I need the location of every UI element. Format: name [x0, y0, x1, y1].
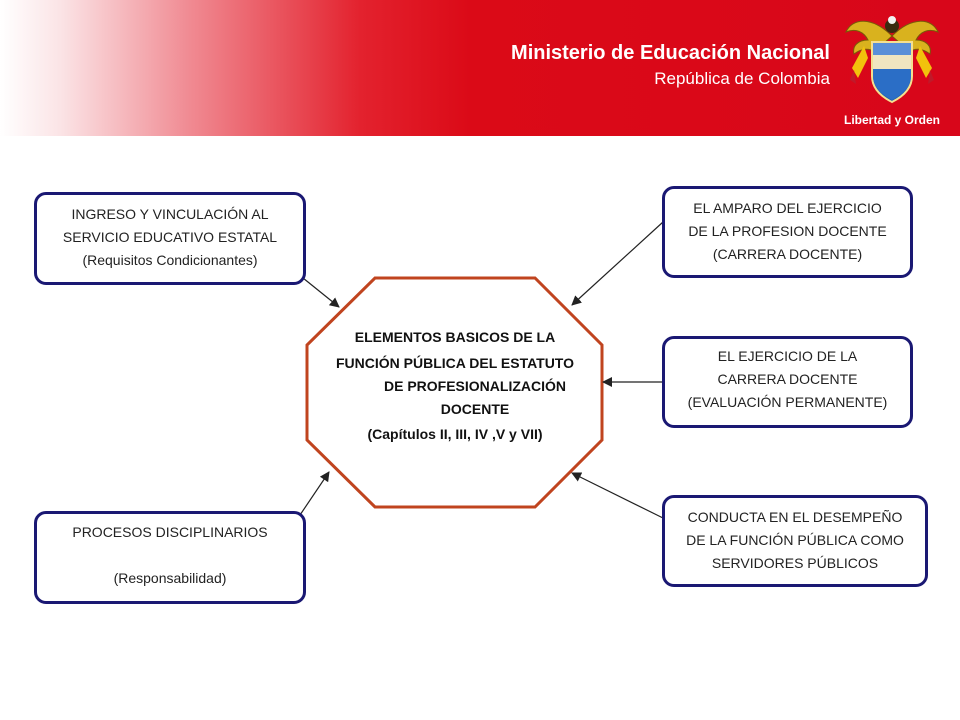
amparo-line-1: EL AMPARO DEL EJERCICIO — [693, 200, 882, 216]
arrow-ingreso — [303, 278, 339, 307]
center-line-2: FUNCIÓN PÚBLICA DEL ESTATUTO — [336, 355, 574, 371]
ejercicio-line-3: (EVALUACIÓN PERMANENTE) — [687, 394, 888, 410]
ingreso-line-2: SERVICIO EDUCATIVO ESTATAL — [62, 229, 278, 245]
center-line-5: (Capítulos II, III, IV ,V y VII) — [367, 426, 543, 442]
procesos-line-3: (Responsabilidad) — [113, 570, 227, 586]
ingreso-line-1: INGRESO Y VINCULACIÓN AL — [71, 206, 269, 222]
center-line-3: DE PROFESIONALIZACIÓN — [383, 378, 566, 394]
ejercicio-line-1: EL EJERCICIO DE LA — [717, 348, 858, 364]
conducta-line-3: SERVIDORES PÚBLICOS — [711, 555, 879, 571]
box-ejercicio — [662, 336, 913, 428]
arrow-conducta — [572, 473, 663, 518]
central-concept-text — [300, 326, 610, 446]
box-ingreso — [34, 192, 306, 285]
amparo-line-2: DE LA PROFESION DOCENTE — [688, 223, 887, 239]
crest-motto: Libertad y Orden — [843, 113, 941, 127]
box-procesos — [34, 511, 306, 604]
conducta-line-1: CONDUCTA EN EL DESEMPEÑO — [687, 509, 903, 525]
conducta-line-2: DE LA FUNCIÓN PÚBLICA COMO — [686, 532, 904, 548]
ministry-title: Ministerio de Educación Nacional — [511, 42, 830, 64]
center-line-1: ELEMENTOS BASICOS DE LA — [354, 329, 556, 345]
procesos-line-1: PROCESOS DISCIPLINARIOS — [72, 524, 268, 540]
box-amparo — [662, 186, 913, 278]
box-conducta — [662, 495, 928, 587]
amparo-line-3: (CARRERA DOCENTE) — [712, 246, 863, 262]
arrow-amparo — [572, 222, 663, 305]
arrow-procesos — [300, 472, 329, 515]
republic-subtitle: República de Colombia — [654, 69, 830, 88]
center-line-4: DOCENTE — [440, 401, 510, 417]
ingreso-line-3: (Requisitos Condicionantes) — [82, 252, 258, 268]
procesos-line-2 — [37, 544, 303, 567]
ejercicio-line-2: CARRERA DOCENTE — [717, 371, 858, 387]
